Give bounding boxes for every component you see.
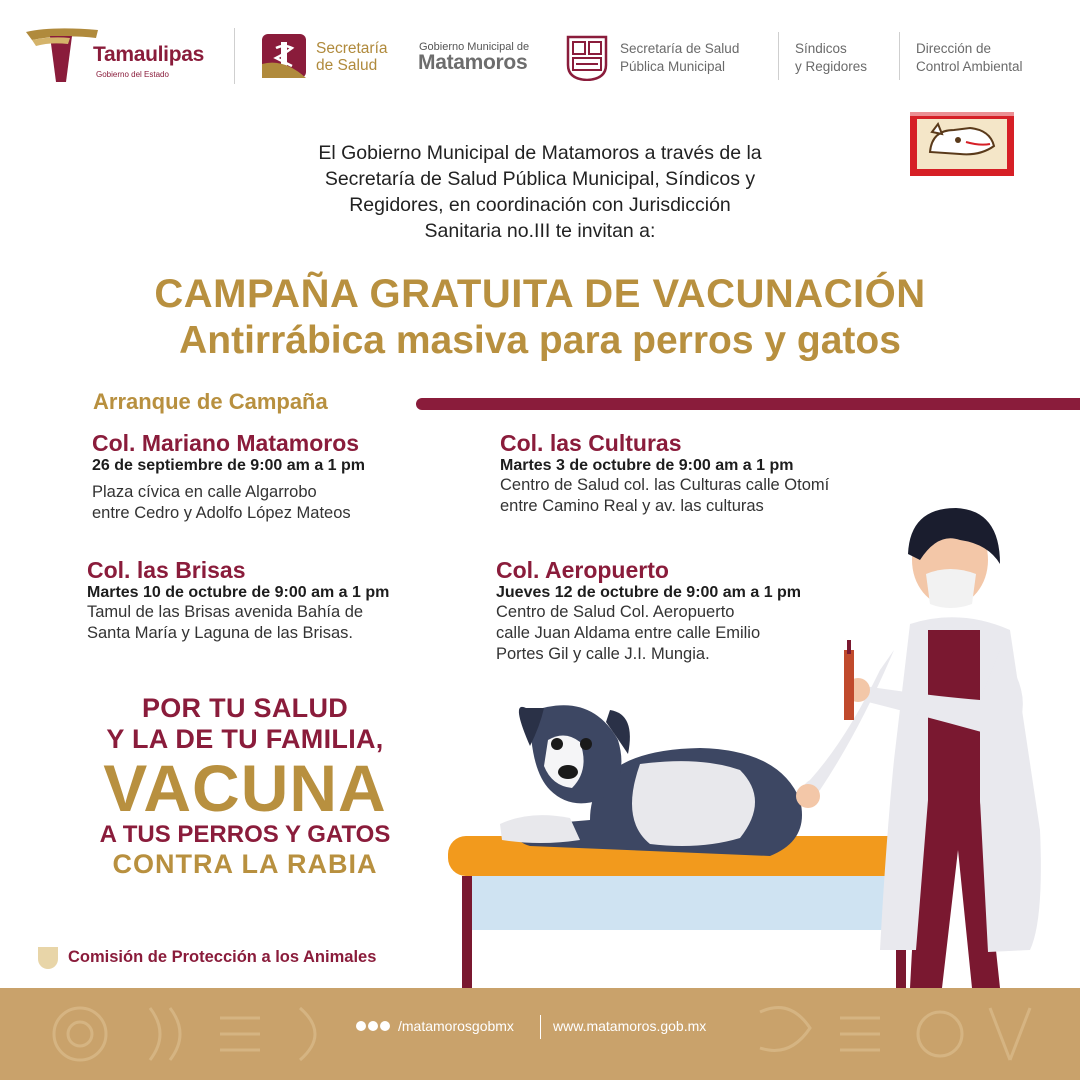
footer-divider: [540, 1015, 541, 1039]
slogan-line: Y LA DE TU FAMILIA,: [106, 724, 384, 754]
twitter-icon[interactable]: [380, 1021, 390, 1031]
secretaria-salud-line2: de Salud: [316, 57, 378, 74]
secretaria-salud-text: [316, 40, 388, 74]
intro-line: Regidores, en coordinación con Jurisdicción: [349, 194, 731, 216]
municipal-big-text: Matamoros: [418, 51, 528, 74]
location-title: Col. las Culturas: [500, 430, 682, 456]
campaign-heading: [40, 270, 1040, 364]
header-divider: [234, 28, 235, 84]
facebook-icon[interactable]: [356, 1021, 366, 1031]
header-divider: [899, 32, 900, 80]
intro-line: El Gobierno Municipal de Matamoros a través de la: [318, 142, 762, 164]
location-address: Centro de Salud Col. Aeropuerto: [496, 603, 735, 621]
salud-publica-line1: Secretaría de Salud: [620, 41, 740, 56]
slogan-line: A TUS PERROS Y GATOS: [99, 821, 391, 848]
sindicos-line1: Síndicos: [795, 41, 847, 56]
intro-line: Secretaría de Salud Pública Municipal, Síndicos y: [324, 168, 756, 190]
salud-publica-line2: Pública Municipal: [620, 59, 726, 74]
instagram-icon[interactable]: [368, 1021, 378, 1031]
location-date: Martes 3 de octubre de 9:00 am a 1 pm: [500, 457, 794, 474]
intro-line: Sanitaria no.III te invitan a:: [424, 220, 656, 242]
section-divider-bar: [416, 398, 1080, 410]
location-address: Portes Gil y calle J.I. Mungia.: [496, 645, 710, 663]
secretaria-salud-logo-icon: [262, 34, 306, 78]
location-title: Col. Mariano Matamoros: [92, 430, 360, 456]
shield-icon: [38, 947, 58, 969]
location-address: Centro de Salud col. las Culturas calle Otomí: [500, 476, 830, 494]
location-title: Col. Aeropuerto: [496, 557, 669, 583]
location-block: [87, 557, 389, 644]
sindicos-text: [795, 40, 867, 76]
location-address: entre Cedro y Adolfo López Mateos: [92, 504, 351, 522]
tamaulipas-title: Tamaulipas: [93, 43, 204, 66]
sindicos-line2: y Regidores: [795, 59, 868, 74]
campaign-title: CAMPAÑA GRATUITA DE VACUNACIÓN: [154, 272, 926, 316]
location-date: Martes 10 de octubre de 9:00 am a 1 pm: [87, 584, 390, 601]
slogan-vacuna: VACUNA: [103, 751, 387, 825]
location-date: Jueves 12 de octubre de 9:00 am a 1 pm: [496, 584, 802, 601]
slogan-line: CONTRA LA RABIA: [112, 849, 378, 879]
location-address: Santa María y Laguna de las Brisas.: [87, 624, 353, 642]
municipal-small-text: Gobierno Municipal de: [419, 41, 530, 53]
location-address: Plaza cívica en calle Algarrobo: [92, 483, 317, 501]
dog-icon: [500, 705, 802, 856]
location-address: calle Juan Aldama entre calle Emilio: [496, 624, 761, 642]
salud-publica-text: [620, 40, 739, 76]
ambiental-line2: Control Ambiental: [916, 59, 1023, 74]
slogan: [70, 693, 420, 880]
ambiental-text: [916, 40, 1023, 76]
tamaulipas-logo-icon: [22, 26, 102, 84]
location-title: Col. las Brisas: [87, 557, 246, 583]
ambiental-line1: Dirección de: [916, 41, 992, 56]
campaign-subtitle: Antirrábica masiva para perros y gatos: [179, 319, 901, 362]
slogan-line: POR TU SALUD: [141, 693, 349, 723]
header-divider: [778, 32, 779, 80]
comision-label: Comisión de Protección a los Animales: [68, 948, 377, 966]
tamaulipas-subtitle: Gobierno del Estado: [96, 70, 169, 79]
matamoros-seal-icon: [566, 35, 608, 81]
secretaria-salud-line1: Secretaría: [316, 40, 388, 57]
website-link[interactable]: www.matamoros.gob.mx: [553, 1018, 707, 1034]
social-icons[interactable]: [356, 1021, 390, 1031]
location-block: [92, 430, 365, 524]
location-address: entre Camino Real y av. las culturas: [500, 497, 764, 515]
social-handle[interactable]: /matamorosgobmx: [398, 1018, 514, 1034]
control-animal-logo-icon: [910, 112, 1014, 176]
location-date: 26 de septiembre de 9:00 am a 1 pm: [92, 457, 366, 474]
intro-paragraph: [230, 140, 850, 244]
vet-dog-illustration: [440, 500, 1080, 990]
exam-table-icon: [448, 836, 926, 988]
arranque-heading: Arranque de Campaña: [93, 389, 328, 414]
location-address: Tamul de las Brisas avenida Bahía de: [87, 603, 364, 621]
